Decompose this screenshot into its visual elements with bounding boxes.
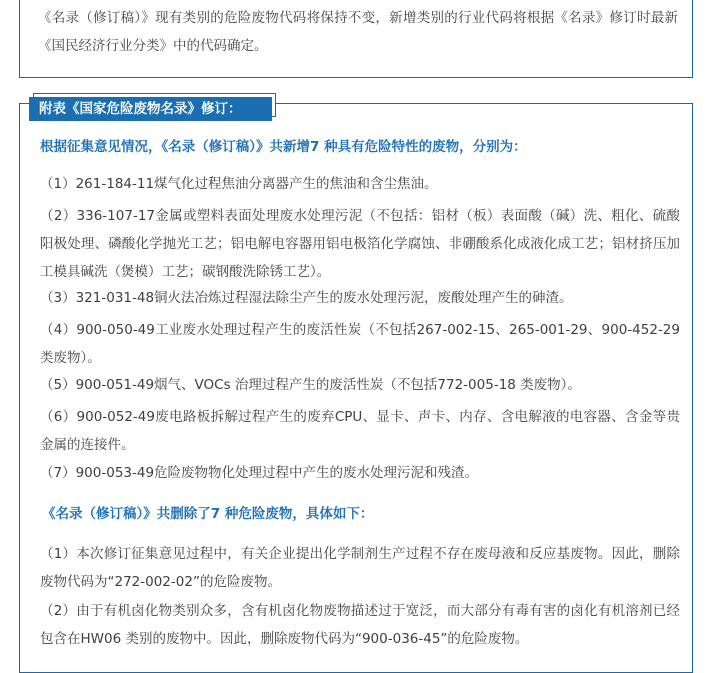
added-item-6: （6）900-052-49废电路板拆解过程产生的废弃CPU、显卡、声卡、内存、含电解液的电容器、含金等贵金属的连接件。: [40, 409, 680, 453]
added-item-4: （4）900-050-49工业废水处理过程产生的废活性炭（不包括267-002-15、265-001-29、900-452-29 类废物）。: [40, 322, 680, 366]
deleted-item-2: （2）由于有机卤化物类别众多，含有机卤化物废物描述过于宽泛，而大部分有毒有害的卤化有机溶剂已经包含在HW06 类别的废物中。因此，删除废物代码为“900-036-45”的危险废物。: [40, 603, 680, 647]
added-item-2: （2）336-107-17金属或塑料表面处理废水处理污泥（不包括：铝材（板）表面酸（碱）洗、粗化、硫酸阳极处理、磷酸化学抛光工艺；铝电解电容器用铝电极箔化学腐蚀、非硼酸系化成液化成工艺；铝材挤压加工模具碱洗（煲模）工艺；碳钢酸洗除锈工艺）。: [40, 208, 680, 280]
deleted-wastes-heading: 《名录（修订稿）》共删除了7 种危险废物，具体如下：: [42, 506, 374, 522]
intro-paragraph: 《名录（修订稿）》现有类别的危险废物代码将保持不变，新增类别的行业代码将根据《名录》修订时最新《国民经济行业分类》中的代码确定。: [38, 10, 678, 54]
added-item-5: （5）900-051-49烟气、VOCs 治理过程产生的废活性炭（不包括772-005-18 类废物）。: [40, 377, 581, 393]
added-item-3: （3）321-031-48铜火法冶炼过程湿法除尘产生的废水处理污泥，废酸处理产生的砷渣。: [40, 290, 573, 306]
appendix-tab-label: 附表《国家危险废物名录》修订：: [29, 97, 272, 121]
deleted-item-1: （1）本次修订征集意见过程中，有关企业提出化学制剂生产过程不存在废母液和反应基废物。因此，删除废物代码为“272-002-02”的危险废物。: [40, 546, 680, 590]
added-item-7: （7）900-053-49危险废物物化处理过程中产生的废水处理污泥和残渣。: [40, 465, 479, 481]
added-wastes-heading: 根据征集意见情况，《名录（修订稿）》共新增7 种具有危险特性的废物，分别为：: [40, 139, 527, 155]
added-item-1: （1）261-184-11煤气化过程焦油分离器产生的焦油和含尘焦油。: [40, 176, 438, 192]
